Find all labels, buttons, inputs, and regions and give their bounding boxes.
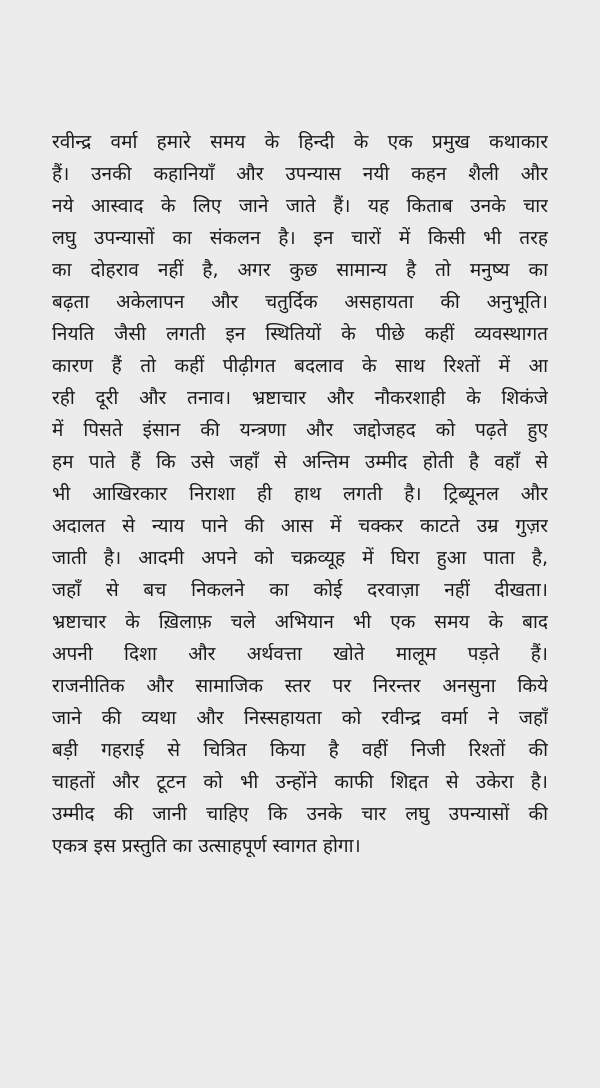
paragraph-line: एकत्र इस प्रस्तुति का उत्साहपूर्ण स्वागत होगा।: [52, 835, 361, 857]
paragraph-line: जाने की व्यथा और निस्सहायता को रवीन्द्र वर्मा ने जहाँ: [52, 707, 548, 729]
paragraph-line: नियति जैसी लगती इन स्थितियों के पीछे कहीं व्यवस्थागत: [52, 323, 548, 345]
book-description-paragraph: [52, 126, 548, 862]
paragraph-line: में पिसते इंसान की यन्त्रणा और जद्दोजहद को पढ़ते हुए: [52, 419, 548, 441]
paragraph-line: अदालत से न्याय पाने की आस में चक्कर काटते उम्र गुज़र: [52, 515, 548, 537]
paragraph-line: लघु उपन्यासों का संकलन है। इन चारों में किसी भी तरह: [52, 227, 548, 249]
paragraph-line: रवीन्द्र वर्मा हमारे समय के हिन्दी के एक प्रमुख कथाकार: [52, 131, 548, 153]
paragraph-line: जाती है। आदमी अपने को चक्रव्यूह में घिरा हुआ पाता है,: [52, 547, 548, 569]
paragraph-line: जहाँ से बच निकलने का कोई दरवाज़ा नहीं दीखता।: [52, 579, 548, 601]
paragraph-line: भी आखिरकार निराशा ही हाथ लगती है। ट्रिब्यूनल और: [52, 483, 548, 505]
paragraph-line: भ्रष्टाचार के ख़िलाफ़ चले अभियान भी एक समय के बाद: [52, 611, 548, 633]
paragraph-line: कारण हैं तो कहीं पीढ़ीगत बदलाव के साथ रिश्तों में आ: [52, 355, 548, 377]
paragraph-line: बड़ी गहराई से चित्रित किया है वहीं निजी रिश्तों की: [52, 739, 548, 761]
paragraph-line: चाहतों और टूटन को भी उन्होंने काफी शिद्दत से उकेरा है।: [52, 771, 548, 793]
paragraph-line: हम पाते हैं कि उसे जहाँ से अन्तिम उम्मीद होती है वहाँ से: [52, 451, 548, 473]
paragraph-line: अपनी दिशा और अर्थवत्ता खोते मालूम पड़ते हैं।: [52, 643, 548, 665]
paragraph-line: हैं। उनकी कहानियाँ और उपन्यास नयी कहन शैली और: [52, 163, 548, 185]
paragraph-line: का दोहराव नहीं है, अगर कुछ सामान्य है तो मनुष्य का: [52, 259, 548, 281]
paragraph-line: रही दूरी और तनाव। भ्रष्टाचार और नौकरशाही के शिकंजे: [52, 387, 548, 409]
paragraph-line: राजनीतिक और सामाजिक स्तर पर निरन्तर अनसुना किये: [52, 675, 548, 697]
paragraph-line: उम्मीद की जानी चाहिए कि उनके चार लघु उपन्यासों की: [52, 803, 548, 825]
paragraph-line: बढ़ता अकेलापन और चतुर्दिक असहायता की अनुभूति।: [52, 291, 548, 313]
paragraph-line: नये आस्वाद के लिए जाने जाते हैं। यह किताब उनके चार: [52, 195, 548, 217]
